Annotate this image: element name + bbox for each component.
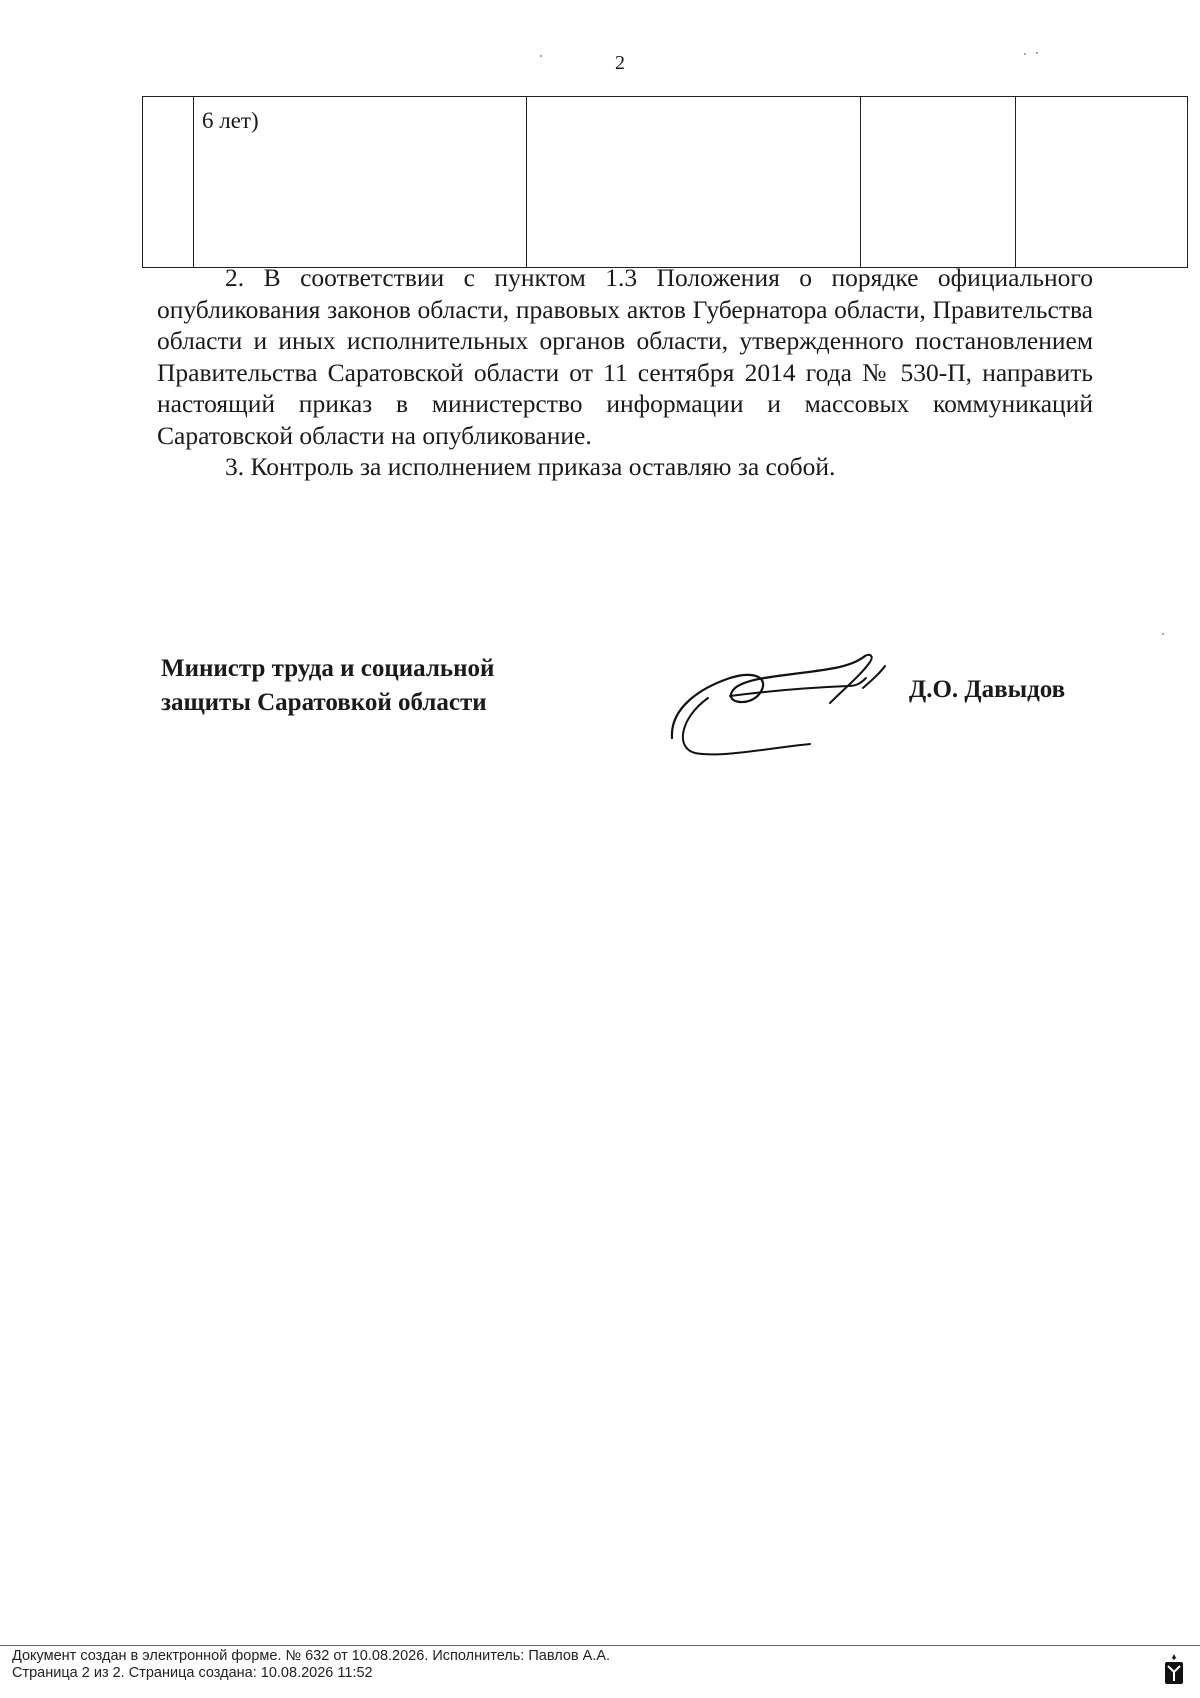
scan-speck xyxy=(1024,53,1026,55)
footer-divider xyxy=(0,1645,1200,1646)
signatory-position xyxy=(161,652,494,720)
table-cell-number xyxy=(143,97,194,268)
footer-document-info xyxy=(12,1648,610,1682)
table-row xyxy=(143,97,1188,268)
table-cell xyxy=(1016,97,1188,268)
scan-speck xyxy=(1036,52,1038,54)
continuation-table xyxy=(142,96,1188,268)
footer-line-2: Страница 2 из 2. Страница создана: 10.08.2026 11:52 xyxy=(12,1665,373,1681)
signatory-position-line-2: защиты Саратовкой области xyxy=(161,689,487,716)
table-cell-text: 6 лет) xyxy=(194,97,527,268)
paragraph-control: 3. Контроль за исполнением приказа оставляю за собой. xyxy=(225,452,836,481)
signatory-name: Д.О. Давыдов xyxy=(909,676,1066,703)
signatory-position-line-1: Министр труда и социальной xyxy=(161,655,495,682)
body-text xyxy=(157,262,1093,483)
page-number: 2 xyxy=(615,52,625,74)
table-cell xyxy=(527,97,861,268)
scan-speck xyxy=(540,55,542,57)
table-cell xyxy=(861,97,1016,268)
paragraph-publication: 2. В соответствии с пунктом 1.3 Положения о порядке официального опубликования законов области, правовых актов Губернатора области, Правительства области и иных исполнительных органов области, утвержденного постановлением Правительства Саратовской области от 11 сентября 2014 года № 530-П, направить настоящий приказ в министерство информации и массовых коммуникаций Саратовской области на опубликование. xyxy=(157,263,1093,450)
coat-of-arms-icon xyxy=(1164,1652,1184,1686)
footer-line-1: Документ создан в электронной форме. № 632 от 10.08.2026. Исполнитель: Павлов А.А. xyxy=(12,1648,611,1664)
scan-speck xyxy=(1162,633,1164,635)
handwritten-signature xyxy=(660,648,900,768)
